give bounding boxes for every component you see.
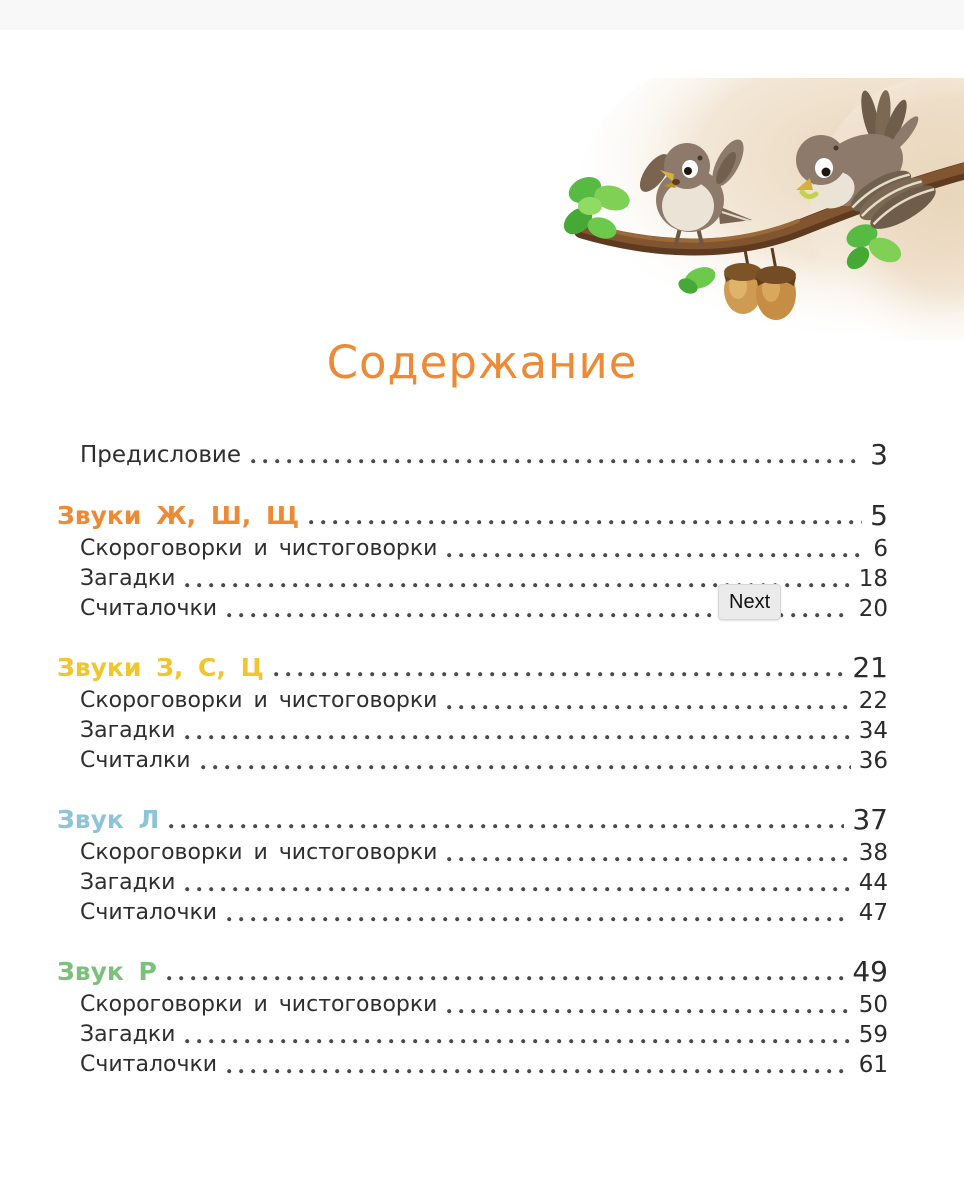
toc-subentry-page: 59 [858, 1022, 888, 1048]
dot-leader [447, 705, 850, 710]
toc-subentry-label: Считалочки [80, 900, 218, 925]
dot-leader [447, 1009, 850, 1014]
toc-subentry-label: Скороговорки и чистоговорки [80, 536, 438, 561]
toc-subentry-page: 44 [858, 870, 888, 896]
toc-section-label: Звуки З, С, Ц [57, 653, 264, 682]
toc-subentry-label: Скороговорки и чистоговорки [80, 992, 438, 1017]
toc-subentry-label: Загадки [80, 870, 176, 895]
toc-subentry [57, 534, 888, 564]
table-of-contents [57, 440, 888, 1108]
toc-subentry-label: Загадки [80, 566, 176, 591]
toc-section-header [57, 500, 888, 532]
dot-leader [185, 735, 850, 740]
toc-subentry [57, 1020, 888, 1050]
toc-subentry-page: 38 [858, 840, 888, 866]
toc-section-label: Звуки Ж, Ш, Щ [57, 501, 300, 530]
dot-leader [274, 672, 845, 677]
toc-entry-label: Предисловие [80, 442, 241, 468]
toc-section-header [57, 652, 888, 684]
toc-subentry [57, 838, 888, 868]
toc-section-label: Звук Р [57, 957, 157, 986]
dot-leader [309, 520, 862, 525]
toc-section-page: 37 [852, 803, 888, 836]
toc-subentry-label: Скороговорки и чистоговорки [80, 688, 438, 713]
dot-leader [201, 765, 851, 770]
toc-subentry-page: 61 [858, 1052, 888, 1078]
sparrows-illustration-svg [540, 78, 964, 340]
toc-subentry-page: 50 [858, 992, 888, 1018]
dot-leader [227, 1069, 851, 1074]
dot-leader [167, 976, 844, 981]
toc-section-label: Звук Л [57, 805, 160, 834]
toc-section-page: 21 [852, 651, 888, 684]
toc-subentry-label: Считалочки [80, 1052, 218, 1077]
toc-subentry [57, 868, 888, 898]
dot-leader [185, 1039, 850, 1044]
toc-subentry-page: 36 [858, 748, 888, 774]
dot-leader [169, 824, 844, 829]
toc-subentry [57, 716, 888, 746]
dot-leader [251, 459, 862, 464]
toc-section-page: 49 [852, 955, 888, 988]
toc-section-page: 5 [870, 499, 888, 532]
toc-subentry-page: 18 [858, 566, 888, 592]
toc-subentry [57, 1050, 888, 1080]
page-title: Содержание [326, 336, 638, 389]
dot-leader [227, 917, 851, 922]
toc-subentry [57, 990, 888, 1020]
top-strip [0, 0, 964, 30]
toc-subentry-page: 22 [858, 688, 888, 714]
toc-section-z-s-ts [57, 652, 888, 776]
toc-section-header [57, 804, 888, 836]
toc-section-r [57, 956, 888, 1080]
dot-leader [447, 857, 850, 862]
toc-subentry [57, 898, 888, 928]
dot-leader [185, 887, 850, 892]
toc-subentry-page: 47 [858, 900, 888, 926]
toc-subentry-label: Загадки [80, 1022, 176, 1047]
toc-entry-preface [57, 440, 888, 470]
toc-subentry-label: Скороговорки и чистоговорки [80, 840, 438, 865]
next-button[interactable]: Next [718, 584, 781, 620]
toc-subentry [57, 746, 888, 776]
toc-subentry-label: Считалочки [80, 596, 218, 621]
sparrows-illustration [540, 78, 964, 340]
toc-subentry-page: 6 [873, 536, 888, 562]
dot-leader [447, 553, 865, 558]
toc-subentry-label: Загадки [80, 718, 176, 743]
toc-subentry [57, 686, 888, 716]
toc-entry-page: 3 [870, 438, 888, 471]
toc-section-header [57, 956, 888, 988]
toc-section-l [57, 804, 888, 928]
toc-subentry-page: 34 [858, 718, 888, 744]
toc-subentry-label: Считалки [80, 748, 191, 773]
toc-subentry-page: 20 [858, 596, 888, 622]
